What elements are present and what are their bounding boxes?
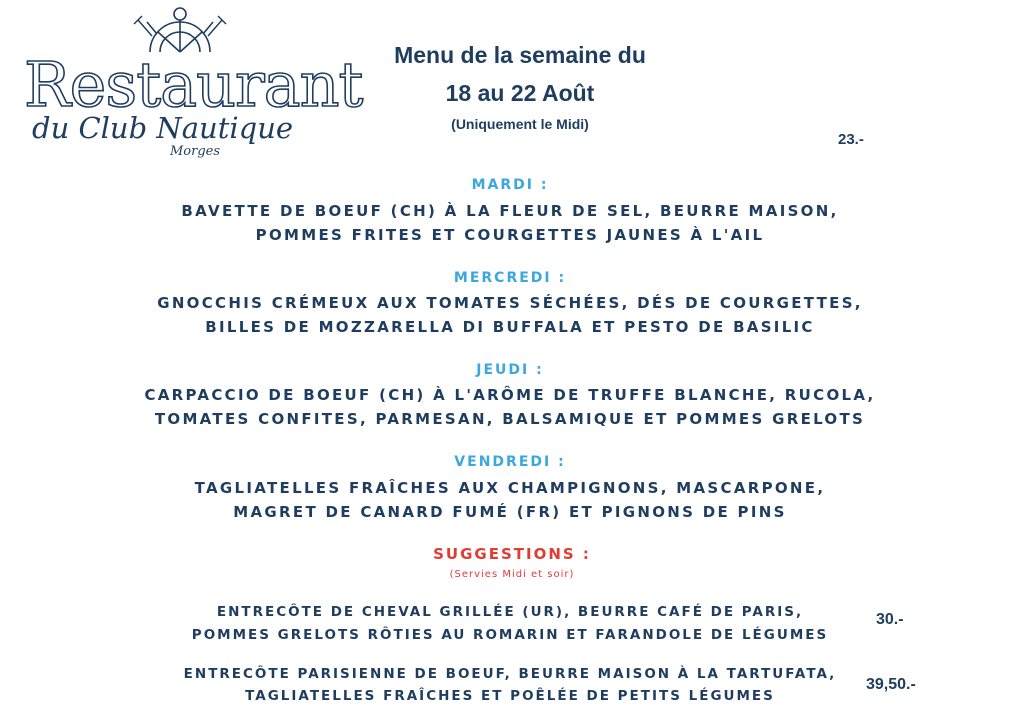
day-label-vendredi: VENDREDI : — [454, 454, 566, 470]
logo-restaurant-text: Restaurant — [24, 48, 363, 121]
suggestions-note: (Servies Midi et soir) — [449, 569, 575, 580]
logo-club-text: du Club Nautique — [32, 111, 294, 145]
dish-mardi-line1: BAVETTE DE BOEUF (CH) À LA FLEUR DE SEL, BEURRE MAISON, — [181, 202, 839, 220]
dish-mercredi-line2: BILLES DE MOZZARELLA DI BUFFALA ET PESTO DE BASILIC — [205, 318, 815, 336]
dish-vendredi-line1: TAGLIATELLES FRAÎCHES AUX CHAMPIGNONS, MASCARPONE, — [194, 479, 826, 497]
day-label-mardi: MARDI : — [471, 177, 549, 193]
logo-morges-text: Morges — [170, 144, 221, 159]
suggestion-2-price: 39,50.- — [866, 676, 916, 693]
suggestion-2-line1: ENTRECÔTE PARISIENNE DE BOEUF, BEURRE MAISON À LA TARTUFATA, — [183, 666, 837, 682]
dish-jeudi-line2: TOMATES CONFITES, PARMESAN, BALSAMIQUE ET POMMES GRELOTS — [154, 410, 866, 428]
restaurant-logo — [20, 2, 363, 162]
menu-subtitle: (Uniquement le Midi) — [451, 116, 589, 132]
suggestion-1-price: 30.- — [876, 611, 904, 628]
dish-mardi-line2: POMMES FRITES ET COURGETTES JAUNES À L'AIL — [255, 226, 765, 244]
suggestions-title: SUGGESTIONS : — [433, 545, 591, 563]
logo-graphic — [20, 2, 363, 162]
menu-price: 23.- — [838, 131, 864, 148]
suggestion-1-line2: POMMES GRELOTS RÔTIES AU ROMARIN ET FARANDOLE DE LÉGUMES — [191, 627, 829, 643]
dish-mercredi-line1: GNOCCHIS CRÉMEUX AUX TOMATES SÉCHÉES, DÉS DE COURGETTES, — [157, 294, 863, 312]
dish-vendredi-line2: MAGRET DE CANARD FUMÉ (FR) ET PIGNONS DE PINS — [233, 503, 787, 521]
ship-wheel-icon — [147, 8, 213, 52]
dish-jeudi-line1: CARPACCIO DE BOEUF (CH) À L'ARÔME DE TRUFFE BLANCHE, RUCOLA, — [144, 386, 876, 404]
suggestion-1-line1: ENTRECÔTE DE CHEVAL GRILLÉE (UR), BEURRE CAFÉ DE PARIS, — [216, 604, 804, 620]
menu-title-line1: Menu de la semaine du — [394, 42, 646, 68]
day-label-mercredi: MERCREDI : — [453, 270, 567, 286]
day-label-jeudi: JEUDI : — [476, 362, 544, 378]
suggestion-2-line2: TAGLIATELLES FRAÎCHES ET POÊLÉE DE PETITS LÉGUMES — [245, 688, 775, 704]
menu-title-line2: 18 au 22 Août — [445, 80, 595, 106]
